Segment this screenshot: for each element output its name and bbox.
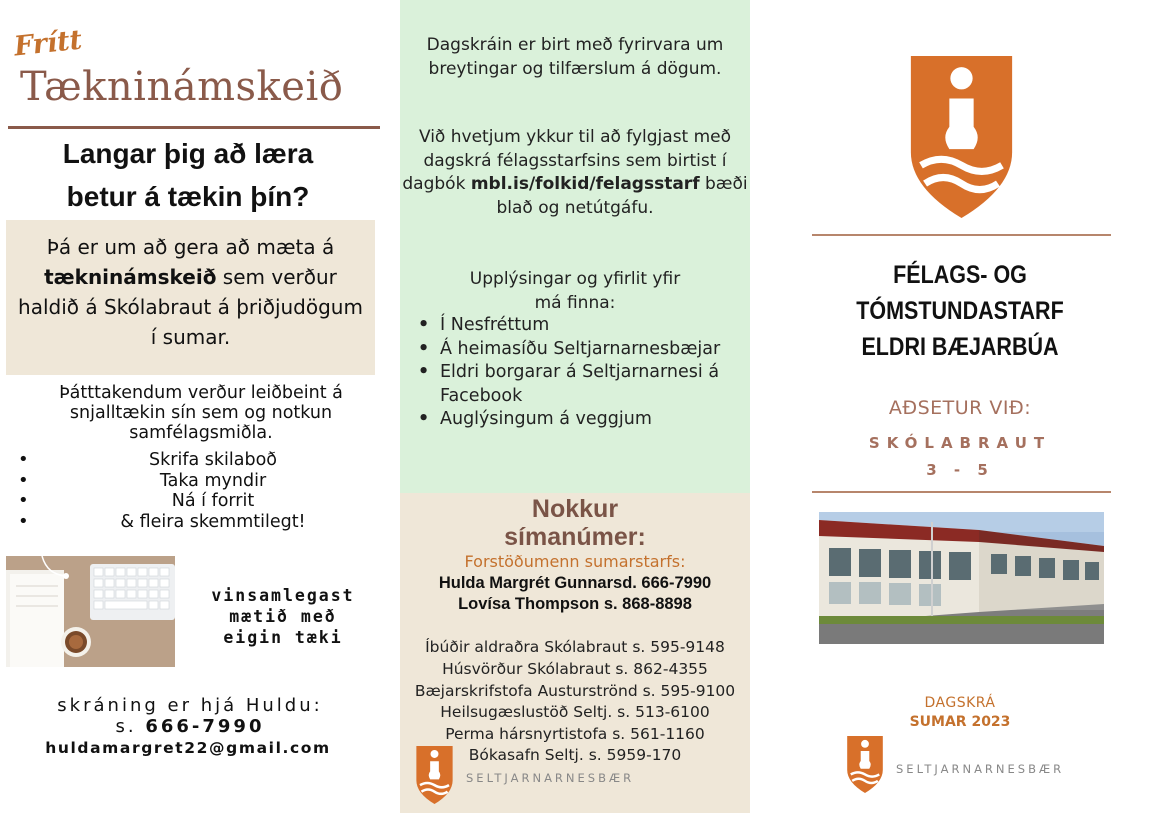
participants-text: Þátttakendum verður leiðbeint á snjalltækin sín sem og notkun samfélagsmiðla. [59,383,343,443]
disclaimer-text: Dagskráin er birt með fyrirvara um breytingar og tilfærslum á dögum. [426,35,724,79]
manager-phone: Hulda Margrét Gunnarsd. 666-7990 [438,574,712,592]
managers-label: Forstöðumenn sumarstarfs: [464,552,686,571]
manager-phone: Lovísa Thompson s. 868-8898 [458,595,692,613]
headline-question: Langar þig að læra betur á tækin þín? [62,138,314,212]
list-item: • Ná í forrit [18,491,378,512]
registration-phone: s. 666-7990 [115,716,265,737]
list-item: • Skrifa skilaboð [18,450,378,471]
phone-entry: Bókasafn Seltj. s. 5959-170 [468,746,682,764]
phone-entry: Heilsugæslustöð Seltj. s. 513-6100 [440,703,710,721]
town-shield-icon [910,56,1013,218]
list-item: • Taka myndir [18,471,378,492]
registration-email: huldamargret22@gmail.com [45,739,331,757]
list-item: • Auglýsingum á veggjum [418,408,738,432]
newspaper-text: Við hvetjum ykkur til að fylgjast með dagskrá félagsstarfsins sem birtist í dagbók mbl.is/folkid/felagsstarf bæði blað og netútgáfu. [402,127,748,218]
season-label: SUMAR 2023 [909,714,1011,730]
location-label: AÐSETUR VIÐ: [888,397,1032,419]
info-heading: Upplýsingar og yfirlit yfir má finna: [469,269,681,313]
organization-name: FÉLAGS- OG TÓMSTUNDASTARF ELDRI BÆJARBÚA [856,261,1064,361]
phone-entry: Íbúðir aldraðra Skólabraut s. 595-9148 [425,638,725,656]
intro-text: Þá er um að gera að mæta á tækninámskeið sem verður haldið á Skólabraut á þriðjudögum í sumar. [18,235,363,349]
program-label: DAGSKRÁ [924,695,996,711]
desk-photo [6,556,175,667]
phones-heading: Nokkur símanúmer: [504,495,646,551]
list-item: • Eldri borgarar á Seltjarnarnesi á Facebook [418,361,738,408]
street-name: SKÓLABRAUT [868,434,1052,452]
town-shield-icon [416,746,453,804]
list-item: • Á heimasíðu Seltjarnarnesbæjar [418,338,738,362]
phone-entry: Húsvörður Skólabraut s. 862-4355 [442,660,708,678]
registration-text: skráning er hjá Huldu: [57,695,323,716]
street-number: 3 - 5 [926,461,994,479]
divider [812,491,1111,493]
building-photo [819,512,1104,644]
free-badge: Frítt [12,24,84,63]
topics-list [18,450,378,532]
phone-entry: Bæjarskrifstofa Austurströnd s. 595-9100 [414,682,736,700]
municipality-brand: SELTJARNARNESBÆR [896,762,1065,776]
phone-entry: Perma hársnyrtistofa s. 561-1160 [445,725,705,743]
town-shield-icon [847,736,883,793]
info-sources-list [418,314,738,432]
title-divider [8,126,380,129]
list-item: • & fleira skemmtilegt! [18,512,378,533]
course-title: Tækninámskeið [20,64,344,110]
list-item: • Í Nesfréttum [418,314,738,338]
divider [812,234,1111,236]
bring-device-note: vinsamlegast mætið með eigin tæki [211,586,355,647]
municipality-brand: SELTJARNARNESBÆR [466,771,635,785]
